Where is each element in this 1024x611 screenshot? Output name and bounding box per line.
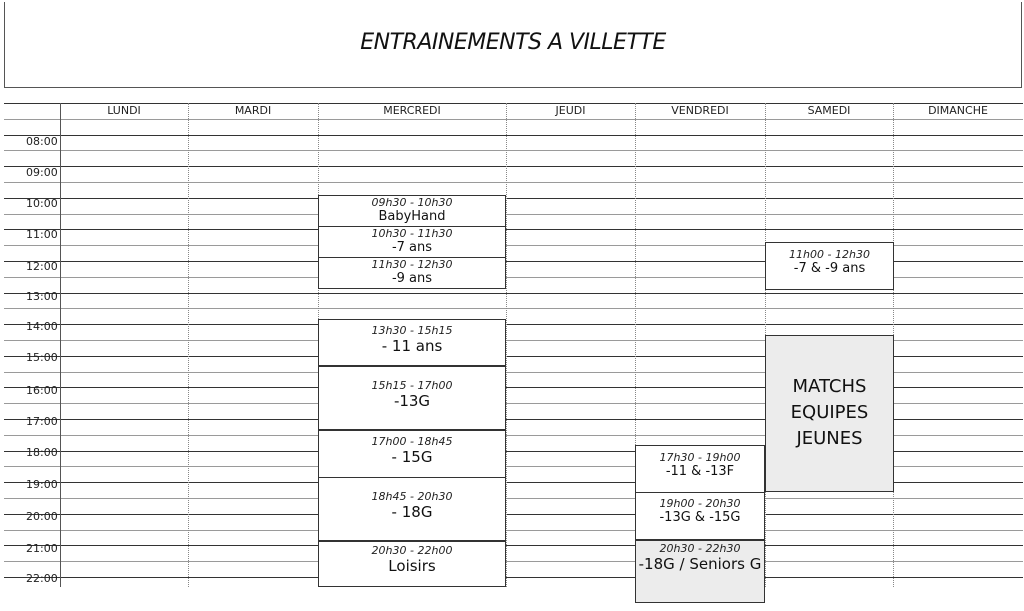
matchs-line1: MATCHS [792, 376, 867, 397]
time-label: 15:00 [26, 351, 58, 364]
slot-mercredi-babyhand [318, 195, 506, 227]
day-header-lundi: LUNDI [107, 104, 141, 117]
grid-line [4, 561, 1023, 562]
slot-mercredi-18g [318, 477, 506, 541]
grid-line [4, 150, 1023, 151]
slot-label: -13G [393, 392, 431, 410]
time-label: 21:00 [26, 542, 58, 555]
time-label: 12:00 [26, 260, 58, 273]
title-box [4, 2, 1022, 88]
slot-label: BabyHand [378, 209, 446, 224]
slot-label: Loisirs [388, 557, 436, 575]
slot-time: 20h30 - 22h00 [371, 544, 453, 557]
grid-line [4, 229, 1023, 230]
grid-line [4, 293, 1023, 294]
day-header-vendredi: VENDREDI [671, 104, 729, 117]
day-header-mardi: MARDI [234, 104, 272, 117]
day-header-dimanche: DIMANCHE [928, 104, 988, 117]
slot-label: -9 ans [391, 271, 433, 286]
day-header-jeudi: JEUDI [555, 104, 586, 117]
slot-label: - 18G [391, 503, 433, 521]
time-label: 20:00 [26, 510, 58, 523]
col-separator [188, 103, 189, 587]
grid-line [4, 324, 1023, 325]
slot-time: 13h30 - 15h15 [371, 324, 453, 337]
day-header-mercredi: MERCREDI [383, 104, 441, 117]
slot-mercredi-9ans [318, 257, 506, 289]
slot-time: 17h00 - 18h45 [371, 435, 453, 448]
slot-label: -11 & -13F [665, 464, 735, 479]
slot-time: 18h45 - 20h30 [371, 490, 453, 503]
time-label: 14:00 [26, 320, 58, 333]
time-label: 10:00 [26, 197, 58, 210]
slot-time: 11h00 - 12h30 [789, 248, 870, 261]
time-label: 16:00 [26, 384, 58, 397]
time-label: 22:00 [26, 572, 58, 585]
slot-time: 20h30 - 22h30 [659, 542, 741, 555]
page-title: ENTRAINEMENTS A VILLETTE [360, 30, 666, 55]
slot-vendredi-11-13f [635, 445, 765, 493]
grid-line [4, 514, 1023, 515]
slot-label: -7 ans [391, 240, 433, 255]
slot-samedi-matchs [765, 335, 894, 492]
matchs-line2: EQUIPES [790, 402, 869, 423]
time-label: 17:00 [26, 415, 58, 428]
grid-line [4, 530, 1023, 531]
grid-line [4, 182, 1023, 183]
grid-line [4, 135, 1023, 136]
grid-line [4, 577, 1023, 578]
day-header-samedi: SAMEDI [807, 104, 851, 117]
time-label: 09:00 [26, 166, 58, 179]
time-label: 18:00 [26, 446, 58, 459]
col-separator [60, 103, 61, 587]
grid-line [4, 198, 1023, 199]
slot-label: -13G & -15G [659, 510, 741, 525]
slot-time: 19h00 - 20h30 [659, 497, 741, 510]
slot-time: 11h30 - 12h30 [371, 258, 453, 271]
slot-mercredi-13g [318, 366, 506, 430]
slot-samedi-7-9ans [765, 242, 894, 290]
col-separator [506, 103, 507, 587]
slot-label: - 15G [391, 448, 433, 466]
slot-mercredi-15g [318, 430, 506, 478]
slot-time: 09h30 - 10h30 [371, 196, 453, 209]
time-label: 13:00 [26, 290, 58, 303]
slot-mercredi-7ans [318, 226, 506, 258]
slot-vendredi-18g-seniors [635, 540, 765, 603]
matchs-line3: JEUNES [796, 428, 863, 449]
slot-label: - 11 ans [381, 337, 443, 355]
slot-vendredi-13g-15g [635, 492, 765, 540]
slot-mercredi-11ans [318, 319, 506, 366]
slot-label: -18G / Seniors G [638, 555, 762, 573]
slot-mercredi-loisirs [318, 541, 506, 587]
grid-line [4, 545, 1023, 546]
time-label: 11:00 [26, 228, 58, 241]
grid-line [4, 498, 1023, 499]
slot-time: 10h30 - 11h30 [371, 227, 453, 240]
slot-label: -7 & -9 ans [793, 261, 866, 276]
grid-line [4, 214, 1023, 215]
time-label: 08:00 [26, 135, 58, 148]
grid-line [4, 166, 1023, 167]
slot-time: 15h15 - 17h00 [371, 379, 453, 392]
slot-time: 17h30 - 19h00 [659, 451, 741, 464]
time-label: 19:00 [26, 478, 58, 491]
grid-line [4, 308, 1023, 309]
